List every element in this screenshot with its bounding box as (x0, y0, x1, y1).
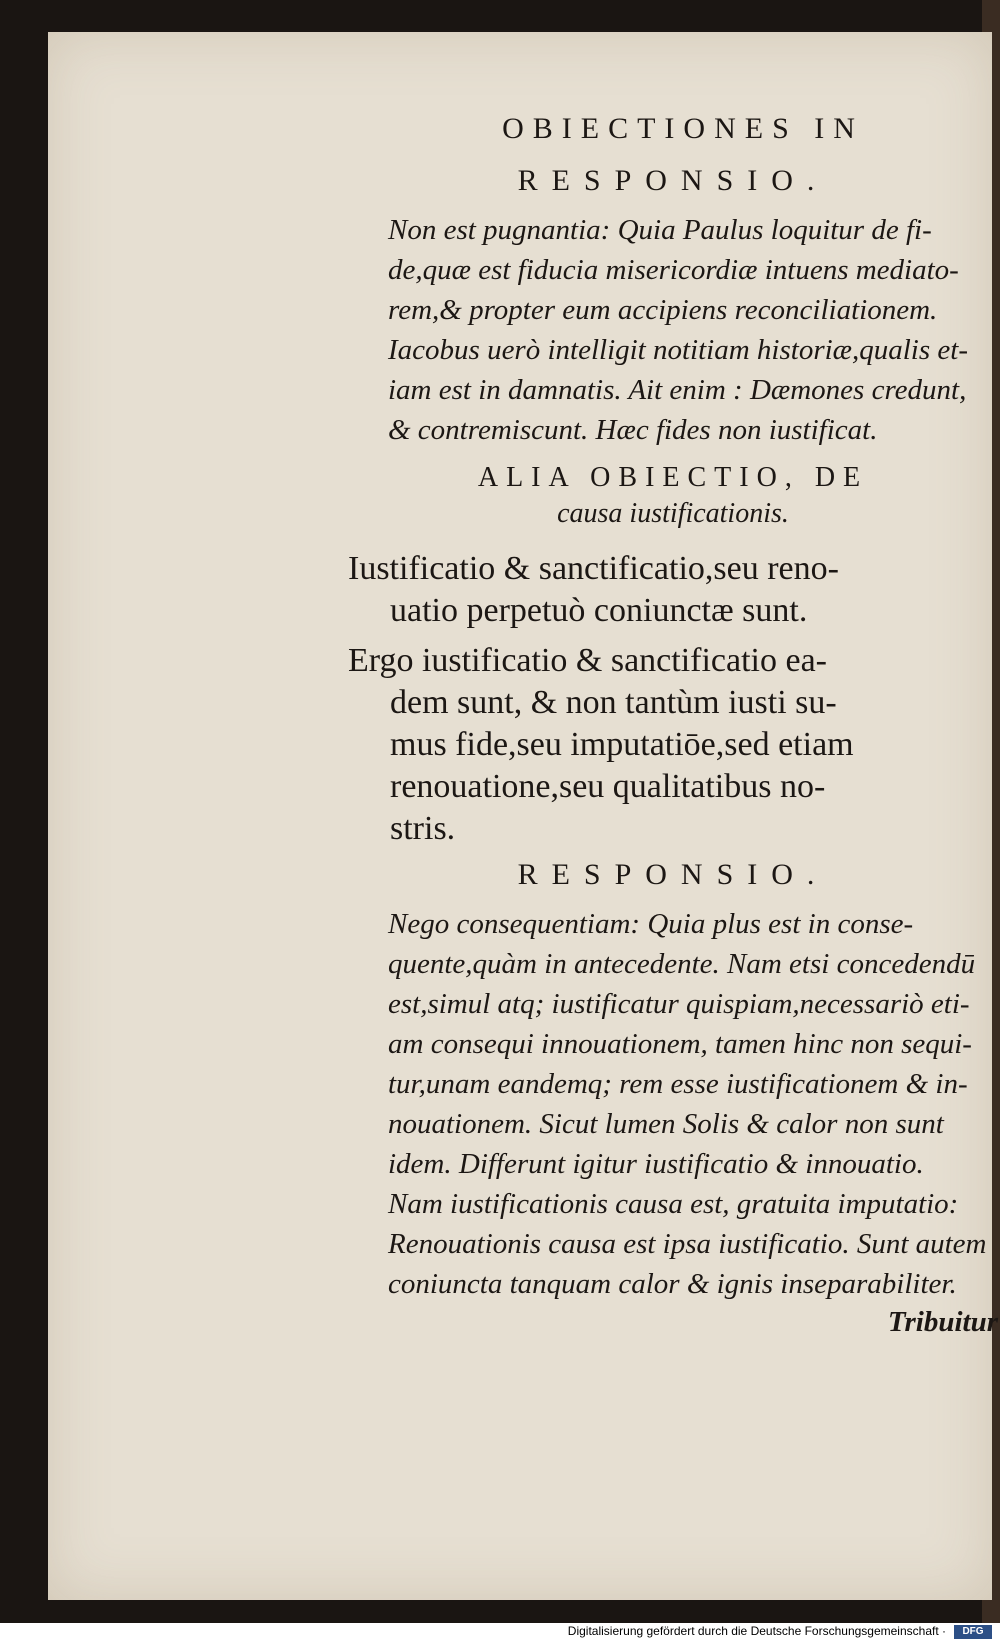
text-line: rem,& propter eum accipiens reconciliationem. (388, 294, 938, 326)
text-line: stris. (390, 810, 456, 847)
objection-subheading: causa iustificationis. (557, 498, 789, 529)
text-line: Non est pugnantia: Quia Paulus loquitur de fi- (388, 214, 932, 246)
text-line: coniuncta tanquam calor & ignis inseparabiliter. (388, 1268, 957, 1300)
text-line: de,quæ est fiducia misericordiæ intuens mediato- (388, 254, 959, 286)
responsio-paragraph-1 (348, 210, 998, 450)
responsio-heading-2: RESPONSIO. (517, 858, 829, 891)
text-line: Renouationis causa est ipsa iustificatio. Sunt autem (388, 1228, 987, 1260)
digitization-credit: Digitalisierung gefördert durch die Deutsche Forschungsgemeinschaft · (567, 1624, 946, 1638)
text-block (348, 112, 998, 1339)
text-line: Nam iustificationis causa est, gratuita imputatio: (388, 1188, 959, 1220)
text-line: quente,quàm in antecedente. Nam etsi concedendū (388, 948, 976, 980)
text-line: renouatione,seu qualitatibus no- (390, 768, 826, 805)
text-line: uatio perpetuò coniunctæ sunt. (390, 592, 808, 629)
text-line: idem. Differunt igitur iustificatio & innouatio. (388, 1148, 924, 1180)
text-line: mus fide,seu imputatiōe,sed etiam (390, 726, 854, 763)
text-line: Iustificatio & sanctificatio,seu reno- (348, 550, 839, 587)
text-line: Ergo iustificatio & sanctificatio ea- (348, 642, 827, 679)
text-line: & contremiscunt. Hæc fides non iustificat. (388, 414, 878, 446)
objection-conclusion (348, 640, 998, 850)
text-line: iam est in damnatis. Ait enim : Dæmones credunt, (388, 374, 967, 406)
text-line: nouationem. Sicut lumen Solis & calor non sunt (388, 1108, 944, 1140)
text-line: Iacobus uerò intelligit notitiam historiæ,qualis et- (388, 334, 968, 366)
text-line: am consequi innouationem, tamen hinc non sequi- (388, 1028, 972, 1060)
text-line: Nego consequentiam: Quia plus est in conse- (388, 908, 914, 940)
objection-premise (348, 548, 998, 632)
responsio-heading-1: RESPONSIO. (517, 164, 829, 197)
text-line: tur,unam eandemq; rem esse iustificationem & in- (388, 1068, 968, 1100)
running-head: OBIECTIONES IN (502, 112, 864, 145)
dfg-logo: DFG (954, 1625, 992, 1639)
catchword: Tribuitur (887, 1306, 998, 1338)
text-line: dem sunt, & non tantùm iusti su- (390, 684, 837, 721)
text-line: est,simul atq; iustificatur quispiam,necessariò eti- (388, 988, 970, 1020)
objection-heading: ALIA OBIECTIO, DE (477, 462, 869, 493)
responsio-paragraph-2 (348, 904, 998, 1304)
book-page (48, 32, 998, 1600)
